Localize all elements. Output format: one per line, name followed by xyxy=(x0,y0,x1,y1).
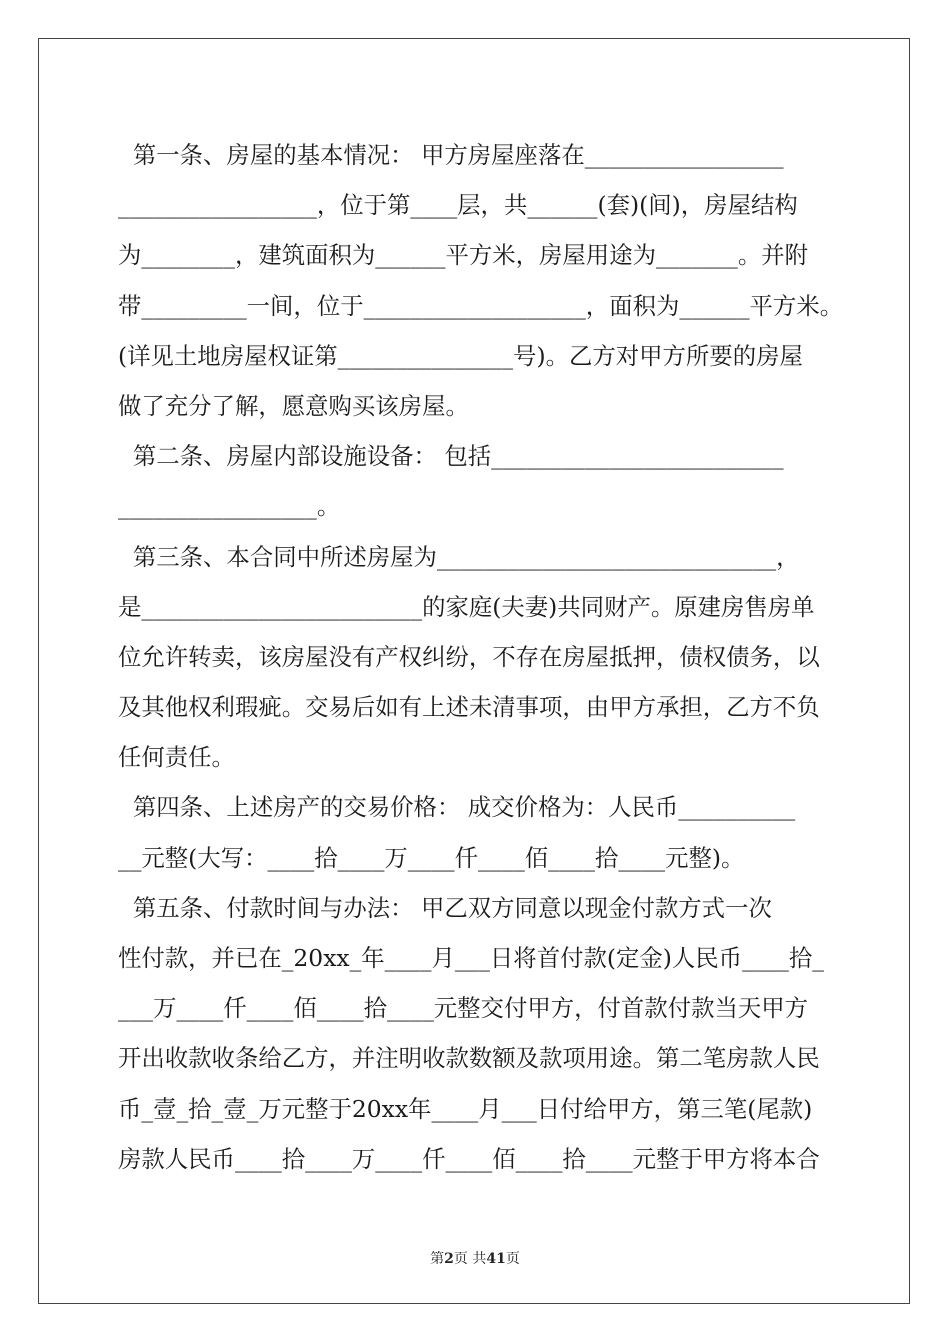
text-line: (详见土地房屋权证第_______________号)。乙方对甲方所要的房屋 xyxy=(118,341,803,370)
text-line: 币_壹_拾_壹_万元整于20xx年____月___日付给甲方，第三笔(尾款) xyxy=(118,1094,813,1123)
clause-5 xyxy=(118,883,838,1184)
clause-1 xyxy=(118,130,844,431)
clause-4 xyxy=(118,782,838,882)
text-line: 开出收款收条给乙方，并注明收款数额及款项用途。第二笔房款人民 xyxy=(118,1044,820,1073)
contract-body xyxy=(118,130,844,1184)
text-line: 做了充分了解，愿意购买该房屋。 xyxy=(118,391,469,420)
text-line: 第四条、上述房产的交易价格： 成交价格为：人民币__________ xyxy=(118,793,796,822)
text-line: 是________________________的家庭(夫妻)共同财产。原建房售房单 xyxy=(118,592,815,621)
text-line: 房款人民币____拾____万____仟____佰____拾____元整于甲方将本合 xyxy=(118,1144,820,1173)
text-line: _________________。 xyxy=(118,492,341,521)
text-line: 性付款，并已在_20xx_年____月___日将首付款(定金)人民币____拾_ xyxy=(118,944,824,972)
footer-suffix: 页 xyxy=(505,1251,520,1267)
footer-mid: 页 共 xyxy=(453,1251,487,1267)
text-line: 位允许转卖，该房屋没有产权纠纷，不存在房屋抵押，债权债务，以 xyxy=(118,642,820,671)
text-line: _________________，位于第____层，共______(套)(间)，房屋结构 xyxy=(118,191,798,220)
footer-prefix: 第 xyxy=(430,1251,445,1267)
text-line: 任何责任。 xyxy=(118,743,235,772)
text-line: 为________，建筑面积为______平方米，房屋用途为_______。并附 xyxy=(118,241,809,270)
clause-2 xyxy=(118,431,838,531)
text-line: 第一条、房屋的基本情况： 甲方房屋座落在_________________ xyxy=(118,141,784,169)
text-line: 第五条、付款时间与办法： 甲乙双方同意以现金付款方式一次 xyxy=(118,893,772,922)
text-line: 第二条、房屋内部设施设备： 包括_________________________ xyxy=(118,442,784,471)
text-line: 第三条、本合同中所述房屋为_____________________________， xyxy=(118,542,800,571)
page-footer xyxy=(0,1248,950,1268)
total-page-count: 41 xyxy=(486,1251,506,1267)
clause-3 xyxy=(118,532,838,783)
text-line: 及其他权利瑕疵。交易后如有上述未清事项，由甲方承担，乙方不负 xyxy=(118,693,820,722)
text-line: __元整(大写：____拾____万____仟____佰____拾____元整)。 xyxy=(118,843,745,872)
text-line: 带_________一间，位于___________________，面积为______平方米。 xyxy=(118,291,844,320)
text-line: ___万____仟____佰____拾____元整交付甲方，付首款付款当天甲方 xyxy=(118,994,809,1023)
current-page-number: 2 xyxy=(444,1251,454,1267)
